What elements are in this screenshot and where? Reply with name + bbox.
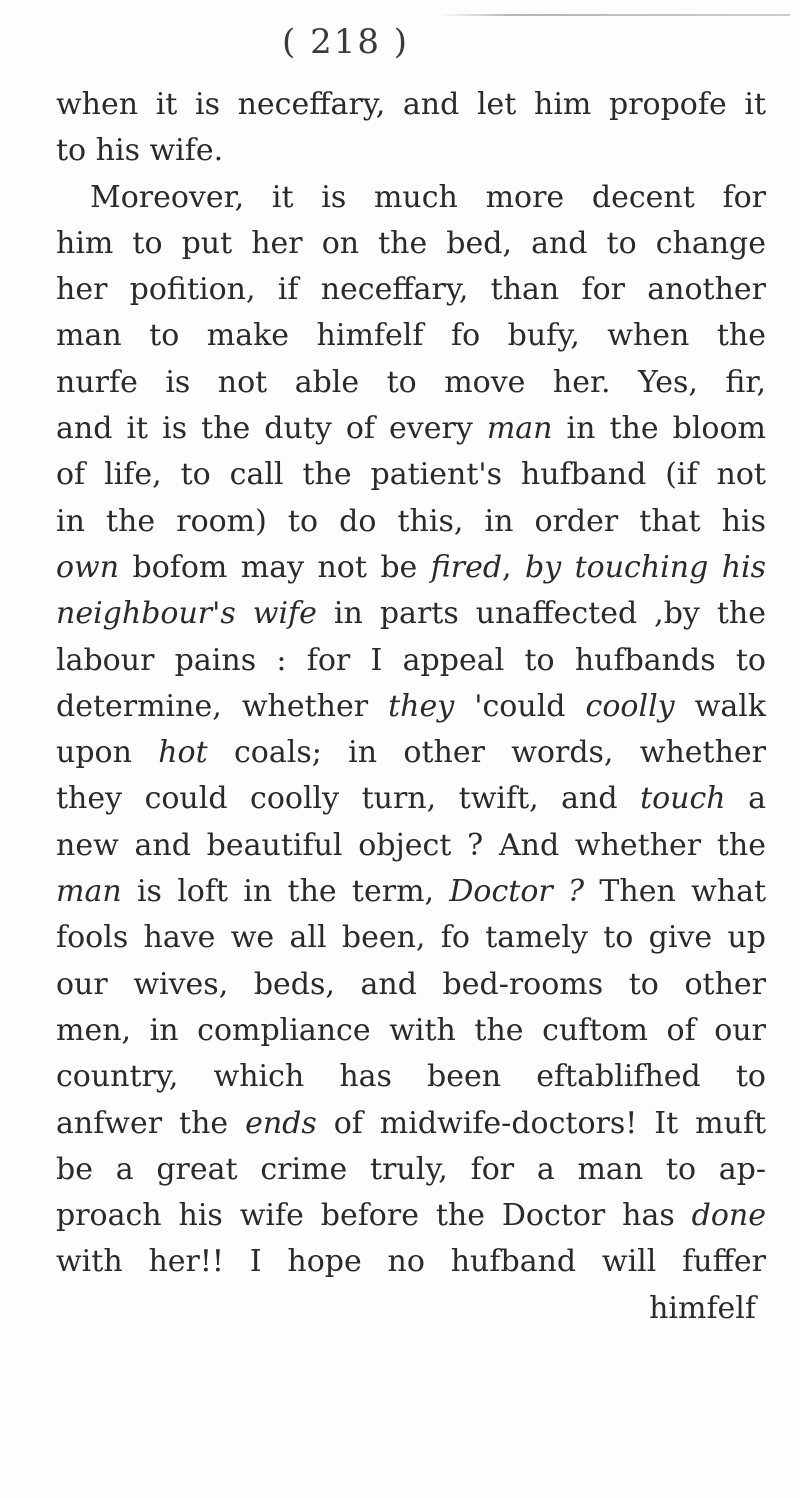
text-line <box>56 915 766 961</box>
text-segment: our wives, beds, and bed-rooms to other <box>56 966 766 1002</box>
italic-text: ends <box>245 1105 317 1141</box>
body-text <box>56 82 766 1332</box>
text-line <box>56 1054 766 1100</box>
text-segment: of midwife-doctors! It muft <box>316 1105 766 1141</box>
page-number: ( 218 ) <box>282 22 410 62</box>
italic-text: hot <box>158 735 208 771</box>
text-segment: 'could <box>454 688 586 724</box>
text-segment: of life, to call the patient's hufband (if not <box>56 457 766 493</box>
text-line <box>56 360 766 406</box>
text-line <box>56 1239 766 1285</box>
italic-text: by touching his <box>525 549 767 585</box>
italic-text: man <box>56 874 122 910</box>
text-segment: anfwer the <box>56 1105 246 1141</box>
italic-text: neighbour's wife <box>56 596 317 632</box>
text-line <box>56 1193 766 1239</box>
text-line <box>56 313 766 359</box>
text-segment: when it is neceffary, and let him propofe it <box>56 87 766 122</box>
text-line <box>56 267 766 313</box>
italic-text: Doctor ? <box>449 874 585 910</box>
italic-text: own <box>56 549 120 585</box>
text-line <box>56 962 766 1008</box>
italic-text: man <box>486 411 553 447</box>
text-line <box>56 221 766 267</box>
text-line <box>56 82 766 128</box>
text-line <box>56 545 766 591</box>
text-line <box>56 1101 766 1147</box>
page-header <box>0 6 800 66</box>
text-line <box>56 591 766 637</box>
text-segment: upon <box>56 735 159 771</box>
italic-text: done <box>691 1198 766 1234</box>
text-segment: Then what <box>584 874 767 910</box>
text-segment: in the room) to do this, in order that his <box>56 503 766 539</box>
text-segment: in parts unaffected ,by the <box>316 596 767 632</box>
text-line <box>56 175 766 221</box>
text-segment: labour pains : for I appeal to hufbands to <box>56 642 766 678</box>
text-segment: proach his wife before the Doctor has <box>56 1198 692 1234</box>
text-line <box>56 406 766 452</box>
text-segment: man to make himfelf fo bufy, when the <box>56 318 766 354</box>
text-segment: him to put her on the bed, and to change <box>56 225 766 261</box>
text-segment: nurfe is not able to move her. Yes, fir, <box>56 364 766 400</box>
text-segment: her pofition, if neceffary, than for another <box>56 272 766 308</box>
italic-text: fired <box>430 549 503 585</box>
text-line <box>56 1147 766 1193</box>
text-line <box>56 452 766 498</box>
text-segment: men, in compliance with the cuftom of our <box>56 1012 766 1048</box>
text-segment: coals; in other words, whether <box>207 735 766 771</box>
text-segment: country, which has been eftablifhed to <box>56 1059 766 1095</box>
italic-text: they <box>388 688 455 724</box>
text-segment: himfelf <box>649 1290 756 1326</box>
text-segment: , <box>502 549 526 585</box>
text-segment: and it is the duty of every <box>56 411 487 447</box>
text-segment: new and beautiful object ? And whether the <box>56 827 766 863</box>
text-segment: to his wife. <box>56 133 224 169</box>
text-line <box>56 638 766 684</box>
text-line <box>56 499 766 545</box>
text-line <box>56 823 766 869</box>
text-segment: is loft in the term, <box>121 874 450 910</box>
header-rule <box>440 14 790 16</box>
text-line <box>56 1008 766 1054</box>
text-segment: in the bloom <box>552 411 767 447</box>
text-segment: determine, whether <box>56 688 389 724</box>
italic-text: coolly <box>585 688 675 724</box>
text-segment: walk <box>674 688 767 724</box>
text-segment: they could coolly turn, twift, and <box>56 781 641 817</box>
text-line <box>56 1286 766 1332</box>
text-segment: with her!! I hope no hufband will fuffer <box>56 1244 766 1280</box>
text-segment: bofom may not be <box>119 549 431 585</box>
text-line <box>56 128 766 174</box>
text-line <box>56 776 766 822</box>
text-line <box>56 869 766 915</box>
text-segment: be a great crime truly, for a man to ap- <box>56 1151 766 1187</box>
text-segment: fools have we all been, fo tamely to give up <box>56 920 766 956</box>
italic-text: touch <box>640 781 726 817</box>
text-segment: a <box>725 781 766 817</box>
text-segment: Moreover, it is much more decent for <box>90 179 766 215</box>
text-line <box>56 730 766 776</box>
text-line <box>56 684 766 730</box>
